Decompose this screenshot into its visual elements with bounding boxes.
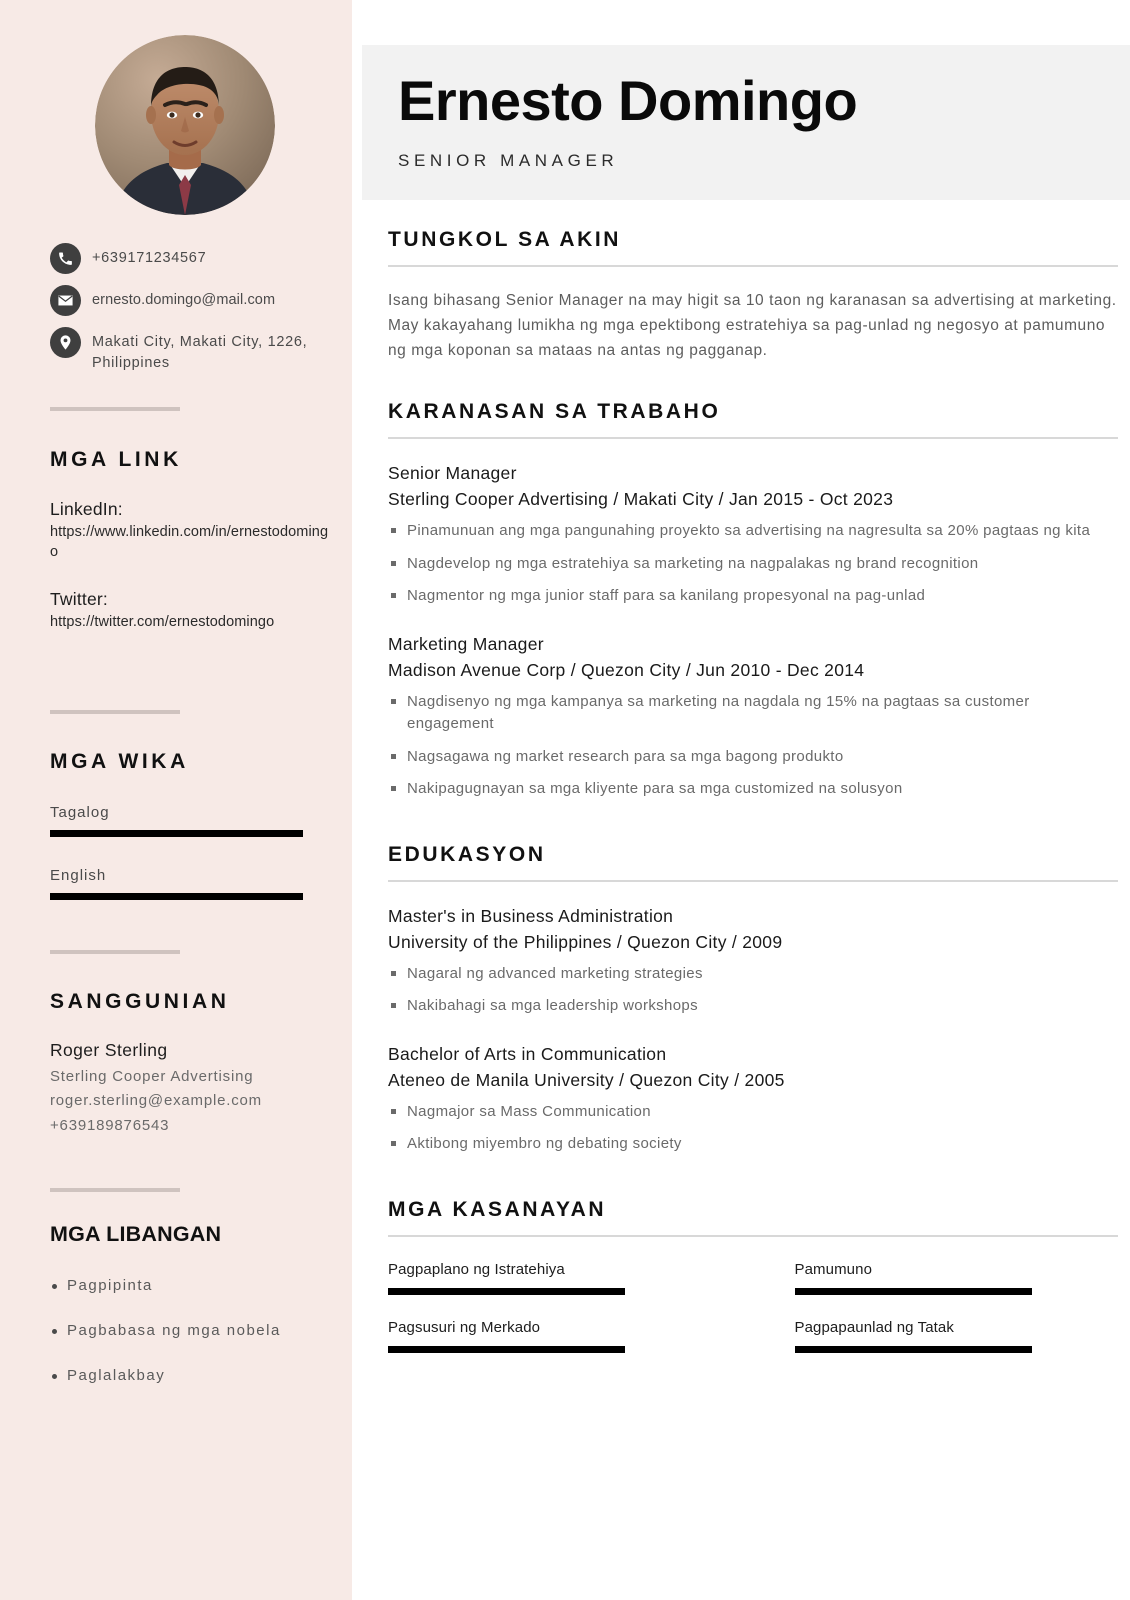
skills-grid	[388, 1261, 1118, 1353]
entry-title: Master's in Business Administration	[388, 905, 674, 926]
location-pin-icon	[50, 327, 81, 358]
skill-item	[388, 1261, 712, 1295]
page-title: Ernesto Domingo	[398, 69, 858, 132]
education-entry	[388, 1044, 1118, 1156]
section-rule	[388, 265, 1118, 267]
experience-entry	[388, 634, 1118, 801]
contact-address	[50, 327, 340, 374]
phone-icon	[50, 243, 81, 274]
reference-phone[interactable]: +639189876543	[50, 1116, 170, 1134]
avatar	[95, 35, 275, 215]
reference-name: Roger Sterling	[50, 1040, 168, 1060]
language-level-bar	[50, 830, 303, 837]
languages-heading: MGA WIKA	[50, 750, 189, 773]
job-role-subtitle: SENIOR MANAGER	[398, 151, 619, 171]
skill-item	[388, 1319, 712, 1353]
skill-level-bar	[388, 1288, 625, 1295]
list-item: Nagdevelop ng mga estratehiya sa marketing na nagpalakas ng brand recognition	[388, 553, 1118, 576]
language-item	[50, 867, 305, 900]
entry-bullets	[388, 691, 1118, 801]
address-value: Makati City, Makati City, 1226, Philippines	[92, 334, 308, 372]
envelope-icon	[50, 285, 81, 316]
list-item: Nagmajor sa Mass Communication	[388, 1101, 1118, 1124]
skill-name: Pagpapaunlad ng Tatak	[794, 1318, 954, 1336]
entry-title: Marketing Manager	[388, 633, 544, 654]
link-url[interactable]: https://www.linkedin.com/in/ernestodomingo	[50, 523, 329, 560]
contact-list	[50, 243, 340, 385]
list-item: Nagaral ng advanced marketing strategies	[388, 963, 1118, 986]
sidebar-divider-4	[50, 1188, 180, 1192]
section-rule	[388, 880, 1118, 882]
contact-phone[interactable]	[50, 243, 340, 274]
reference-company: Sterling Cooper Advertising	[50, 1068, 254, 1085]
section-experience	[388, 400, 1118, 801]
hobbies-list	[50, 1277, 340, 1384]
section-about	[388, 228, 1118, 363]
about-text: Isang bihasang Senior Manager na may higit sa 10 taon ng karanasan sa advertising at marketing. May kakayahang lumikha ng mga epektibong estratehiya sa pag-unlad ng negosyo at pamumuno ng mga koponan sa mataas na antas ng pagganap.	[388, 292, 1117, 360]
avatar-portrait-illustration	[95, 35, 275, 215]
skill-item	[795, 1261, 1119, 1295]
section-languages	[50, 750, 305, 900]
entry-title: Senior Manager	[388, 463, 517, 484]
sidebar-divider-3	[50, 950, 180, 954]
skill-level-bar	[795, 1288, 1032, 1295]
list-item: Paglalakbay	[50, 1367, 340, 1384]
main-body	[388, 228, 1118, 1353]
education-heading: EDUKASYON	[388, 842, 546, 866]
list-item: Pinamunuan ang mga pangunahing proyekto sa advertising na nagresulta sa 20% pagtaas ng kita	[388, 520, 1118, 543]
entry-meta: Sterling Cooper Advertising / Makati City / Jan 2015 - Oct 2023	[388, 489, 894, 510]
list-item: Nakipagugnayan sa mga kliyente para sa mga customized na solusyon	[388, 778, 1118, 801]
list-item: Nagmentor ng mga junior staff para sa kanilang propesyonal na pag-unlad	[388, 585, 1118, 608]
sidebar-divider-1	[50, 407, 180, 411]
list-item: Aktibong miyembro ng debating society	[388, 1133, 1118, 1156]
entry-meta: University of the Philippines / Quezon City / 2009	[388, 931, 783, 952]
header-band	[362, 45, 1130, 200]
skill-level-bar	[388, 1346, 625, 1353]
references-heading: SANGGUNIAN	[50, 990, 230, 1013]
entry-meta: Ateneo de Manila University / Quezon City / 2005	[388, 1069, 785, 1090]
entry-meta: Madison Avenue Corp / Quezon City / Jun 2010 - Dec 2014	[388, 659, 865, 680]
list-item: Nagsagawa ng market research para sa mga bagong produkto	[388, 746, 1118, 769]
sidebar-divider-2	[50, 710, 180, 714]
main-content	[352, 0, 1130, 1600]
entry-title: Bachelor of Arts in Communication	[388, 1043, 667, 1064]
section-links	[50, 448, 335, 632]
link-label: Twitter:	[50, 589, 108, 610]
list-item: Nagdisenyo ng mga kampanya sa marketing na nagdala ng 15% na pagtaas sa customer engagement	[388, 691, 1118, 736]
link-label: LinkedIn:	[50, 499, 123, 519]
phone-value: +639171234567	[92, 250, 207, 266]
experience-heading: KARANASAN SA TRABAHO	[388, 400, 721, 424]
experience-entry	[388, 463, 1118, 608]
section-references	[50, 990, 340, 1138]
list-item: Pagbabasa ng mga nobela	[50, 1322, 340, 1339]
section-skills	[388, 1198, 1118, 1353]
skill-level-bar	[795, 1346, 1032, 1353]
skill-name: Pagsusuri ng Merkado	[388, 1318, 541, 1336]
section-rule	[388, 437, 1118, 439]
link-twitter[interactable]	[50, 588, 335, 632]
skill-name: Pagpaplano ng Istratehiya	[388, 1260, 565, 1278]
section-education	[388, 843, 1118, 1156]
language-item	[50, 804, 305, 837]
avatar-image	[95, 35, 275, 215]
entry-bullets	[388, 520, 1118, 608]
sidebar	[0, 0, 352, 1600]
hobbies-heading: MGA LIBANGAN	[50, 1222, 222, 1246]
education-entry	[388, 906, 1118, 1018]
contact-email[interactable]	[50, 285, 340, 316]
link-linkedin[interactable]	[50, 498, 335, 562]
section-hobbies	[50, 1222, 340, 1412]
entry-bullets	[388, 963, 1118, 1018]
skill-item	[795, 1319, 1119, 1353]
link-url[interactable]: https://twitter.com/ernestodomingo	[50, 613, 275, 630]
language-name: Tagalog	[50, 804, 110, 821]
list-item: Pagpipinta	[50, 1277, 340, 1294]
skill-name: Pamumuno	[794, 1260, 873, 1278]
language-level-bar	[50, 893, 303, 900]
email-value: ernesto.domingo@mail.com	[92, 292, 276, 308]
skills-heading: MGA KASANAYAN	[388, 1197, 607, 1221]
reference-email[interactable]: roger.sterling@example.com	[50, 1092, 262, 1110]
list-item: Nakibahagi sa mga leadership workshops	[388, 995, 1118, 1018]
about-heading: TUNGKOL SA AKIN	[388, 228, 622, 251]
section-rule	[388, 1235, 1118, 1237]
entry-bullets	[388, 1101, 1118, 1156]
links-heading: MGA LINK	[50, 448, 182, 471]
language-name: English	[50, 867, 107, 884]
